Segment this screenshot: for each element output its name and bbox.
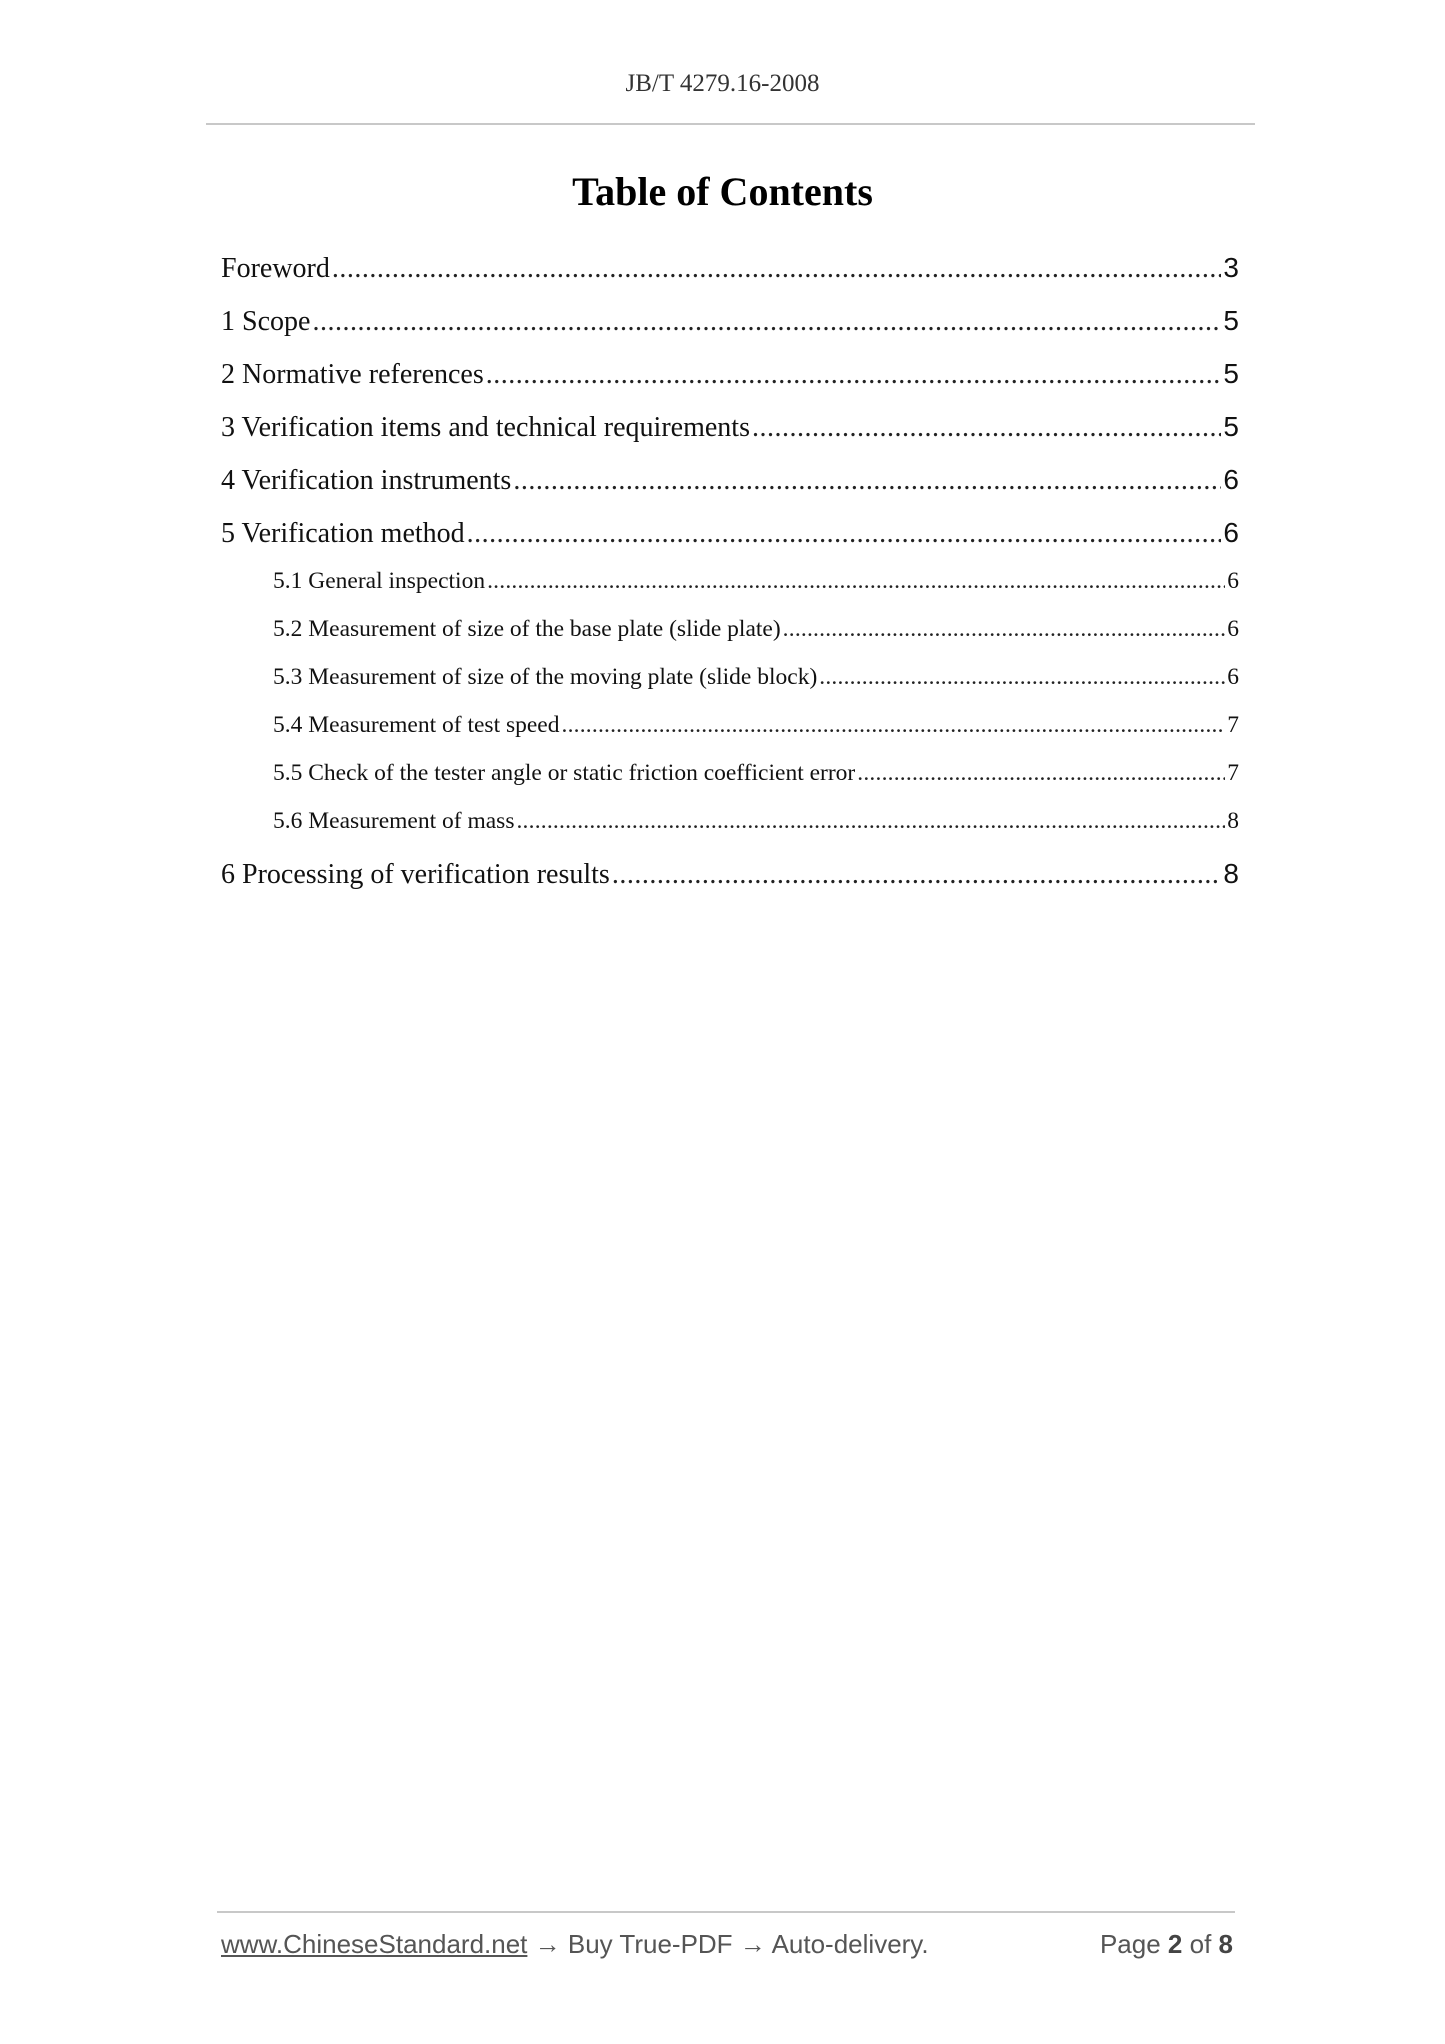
toc-entry-verification-method[interactable]	[221, 515, 1239, 552]
toc-entry-label: 5.5 Check of the tester angle or static friction coefficient error	[273, 760, 856, 786]
toc-dot-leader	[562, 710, 1226, 740]
toc-entry-label: 5.4 Measurement of test speed	[273, 712, 560, 738]
page-indicator	[1100, 1929, 1233, 1960]
toc-dot-leader	[857, 758, 1225, 788]
toc-entry-test-speed[interactable]	[273, 710, 1239, 740]
toc-entry-page: 6	[1227, 664, 1239, 690]
toc-entry-label: 5 Verification method	[221, 518, 465, 549]
toc-entry-mass-measurement[interactable]	[273, 806, 1239, 836]
toc-entry-label: 6 Processing of verification results	[221, 859, 610, 890]
toc-entry-base-plate-size[interactable]	[273, 614, 1239, 644]
header-divider	[206, 123, 1255, 125]
toc-entry-label: 5.3 Measurement of size of the moving plate (slide block)	[273, 664, 818, 690]
toc-entry-label: 5.1 General inspection	[273, 568, 486, 594]
footer-divider	[217, 1911, 1235, 1913]
toc-dot-leader	[783, 614, 1226, 644]
toc-entry-moving-plate-size[interactable]	[273, 662, 1239, 692]
toc-dot-leader	[612, 857, 1222, 893]
toc-title: Table of Contents	[572, 169, 873, 214]
footer-promo	[221, 1929, 929, 1960]
toc-dot-leader	[752, 410, 1221, 446]
toc-entry-page: 6	[1223, 464, 1239, 495]
toc-entry-page: 8	[1223, 858, 1239, 889]
toc-entry-page: 5	[1223, 305, 1239, 336]
toc-entry-tester-angle-check[interactable]	[273, 758, 1239, 788]
of-word: of	[1189, 1929, 1212, 1959]
toc-entry-label: 2 Normative references	[221, 359, 484, 390]
current-page-number: 2	[1167, 1929, 1183, 1959]
toc-entry-processing-results[interactable]	[221, 856, 1239, 893]
toc-entry-page: 6	[1227, 568, 1239, 594]
total-pages-number: 8	[1218, 1929, 1233, 1959]
toc-entry-general-inspection[interactable]	[273, 566, 1239, 596]
toc-entry-page: 7	[1227, 760, 1239, 786]
toc-entry-page: 5	[1223, 358, 1239, 389]
toc-entry-page: 3	[1223, 252, 1239, 283]
toc-dot-leader	[467, 516, 1222, 552]
toc-dot-leader	[516, 806, 1225, 836]
chinese-standard-link[interactable]: www.ChineseStandard.net	[221, 1929, 528, 1959]
toc-entry-page: 6	[1227, 616, 1239, 642]
toc-entry-normative-references[interactable]	[221, 356, 1239, 393]
toc-dot-leader	[819, 662, 1225, 692]
toc-entry-page: 8	[1227, 808, 1239, 834]
toc-entry-label: Foreword	[221, 253, 330, 284]
footer-tagline: → Buy True-PDF → Auto-delivery.	[527, 1929, 929, 1959]
toc-dot-leader	[486, 357, 1222, 393]
toc-entry-page: 7	[1227, 712, 1239, 738]
toc-entry-page: 5	[1223, 411, 1239, 442]
toc-entry-verification-instruments[interactable]	[221, 462, 1239, 499]
toc-entry-label: 4 Verification instruments	[221, 465, 512, 496]
page-word: Page	[1099, 1929, 1161, 1959]
toc-entry-scope[interactable]	[221, 303, 1239, 340]
page-header-standard-code: JB/T 4279.16-2008	[625, 70, 820, 97]
toc-entry-label: 1 Scope	[221, 306, 311, 337]
page-footer	[221, 1929, 1233, 1969]
toc-entry-foreword[interactable]	[221, 250, 1239, 287]
toc-entry-label: 5.6 Measurement of mass	[273, 808, 515, 834]
toc-dot-leader	[487, 566, 1225, 596]
toc-entry-label: 3 Verification items and technical requirements	[221, 412, 750, 443]
toc-entry-label: 5.2 Measurement of size of the base plate (slide plate)	[273, 616, 781, 642]
toc-entry-page: 6	[1223, 517, 1239, 548]
toc-entry-verification-items[interactable]	[221, 409, 1239, 446]
toc-dot-leader	[513, 463, 1221, 499]
toc-dot-leader	[312, 304, 1221, 340]
toc-dot-leader	[332, 251, 1222, 287]
